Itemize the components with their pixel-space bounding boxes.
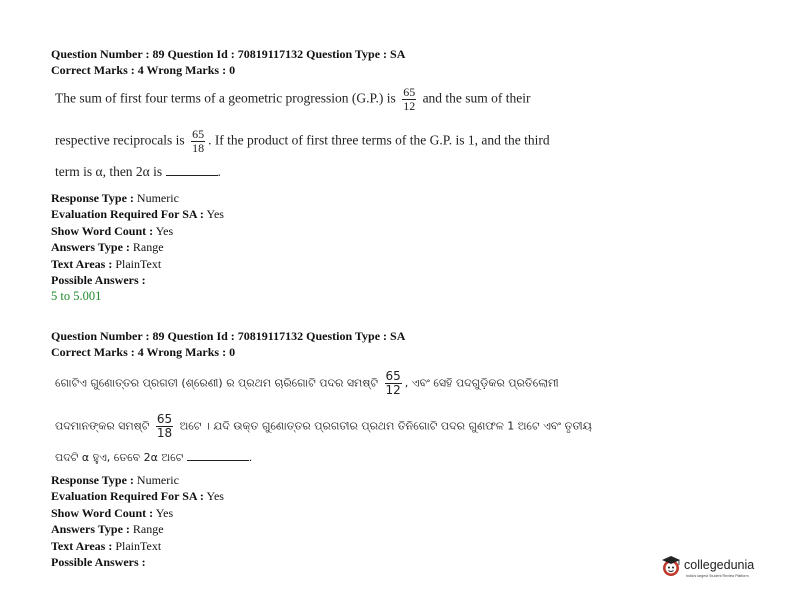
question-line-1: The sum of first four terms of a geometric progression (G.P.) is $\frac{65}{12}$ and the sum of their (55, 85, 531, 113)
question-block-english (51, 46, 591, 78)
question-header: Question Number : 89 Question Id : 70819117132 Question Type : SA (51, 47, 406, 61)
logo-tagline: India's largest Student Review Platform (686, 574, 749, 578)
question-line-2: ପଦମାନଙ୍କର ସମଷ୍ଟି $\frac{65}{18}$ ଅଟେ । ଯଦି ଉକ୍ତ ଗୁଣୋତ୍ତର ପ୍ରଗତୀର ପ୍ରଥମ ତିନିଗୋଟି ପଦର ଗୁଣଫଳ 1 ଅଟେ ଏବଂ ତୃତୀୟ (55, 412, 592, 440)
fraction-reciprocal-sum: $\frac{65}{18}$ (192, 127, 205, 155)
fraction-sum: $\frac{65}{12}$ (385, 369, 401, 397)
question-line-3: ପଦଟି α ହୁଏ, ତେବେ 2α ଅଟେ . (55, 451, 253, 464)
question-line-2: respective reciprocals is $\frac{65}{18}$ . If the product of first three terms of the G.P. is 1, and the third (55, 127, 550, 155)
meta-show-word-count: Show Word Count : Yes (51, 223, 174, 238)
question-meta-english (51, 190, 591, 305)
question-header: Question Number : 89 Question Id : 70819117132 Question Type : SA (51, 329, 406, 343)
meta-answers-type: Answers Type : Range (51, 522, 164, 537)
meta-show-word-count: Show Word Count : Yes (51, 505, 174, 520)
meta-response-type: Response Type : Numeric (51, 191, 179, 205)
meta-text-areas: Text Areas : PlainText (51, 256, 162, 271)
answer-blank (166, 174, 218, 176)
marks-header: Correct Marks : 4 Wrong Marks : 0 (51, 345, 236, 359)
fraction-reciprocal-sum: $\frac{65}{18}$ (156, 412, 173, 440)
question-line-1: ଗୋଟିଏ ଗୁଣୋତ୍ତର ପ୍ରଗତୀ (ଶ୍ରେଣୀ) ର ପ୍ରଥମ ଚାରିଗୋଟି ପଦର ସମଷ୍ଟି $\frac{65}{12}$ , ଏବଂ ସେହି ପଦଗୁଡ଼ିକର ପ୍ରତିଲୋମୀ (55, 369, 559, 397)
question-line-3: term is α, then 2α is . (55, 164, 221, 179)
fraction-sum: $\frac{65}{12}$ (403, 85, 416, 113)
logo-wordmark: collegedunia (684, 558, 755, 572)
meta-possible-answers: Possible Answers : (51, 273, 146, 288)
meta-evaluation-required: Evaluation Required For SA : Yes (51, 489, 224, 504)
marks-header: Correct Marks : 4 Wrong Marks : 0 (51, 63, 236, 77)
meta-response-type: Response Type : Numeric (51, 473, 179, 487)
question-block-odia (51, 328, 591, 360)
answer-blank (187, 459, 249, 461)
meta-possible-answers: Possible Answers : (51, 555, 146, 570)
meta-evaluation-required: Evaluation Required For SA : Yes (51, 207, 224, 222)
meta-text-areas: Text Areas : PlainText (51, 538, 162, 553)
graduate-cap-icon (660, 554, 682, 580)
collegedunia-logo (660, 552, 758, 588)
question-meta-odia (51, 472, 591, 570)
possible-answer-value: 5 to 5.001 (51, 289, 102, 304)
meta-answers-type: Answers Type : Range (51, 240, 164, 255)
